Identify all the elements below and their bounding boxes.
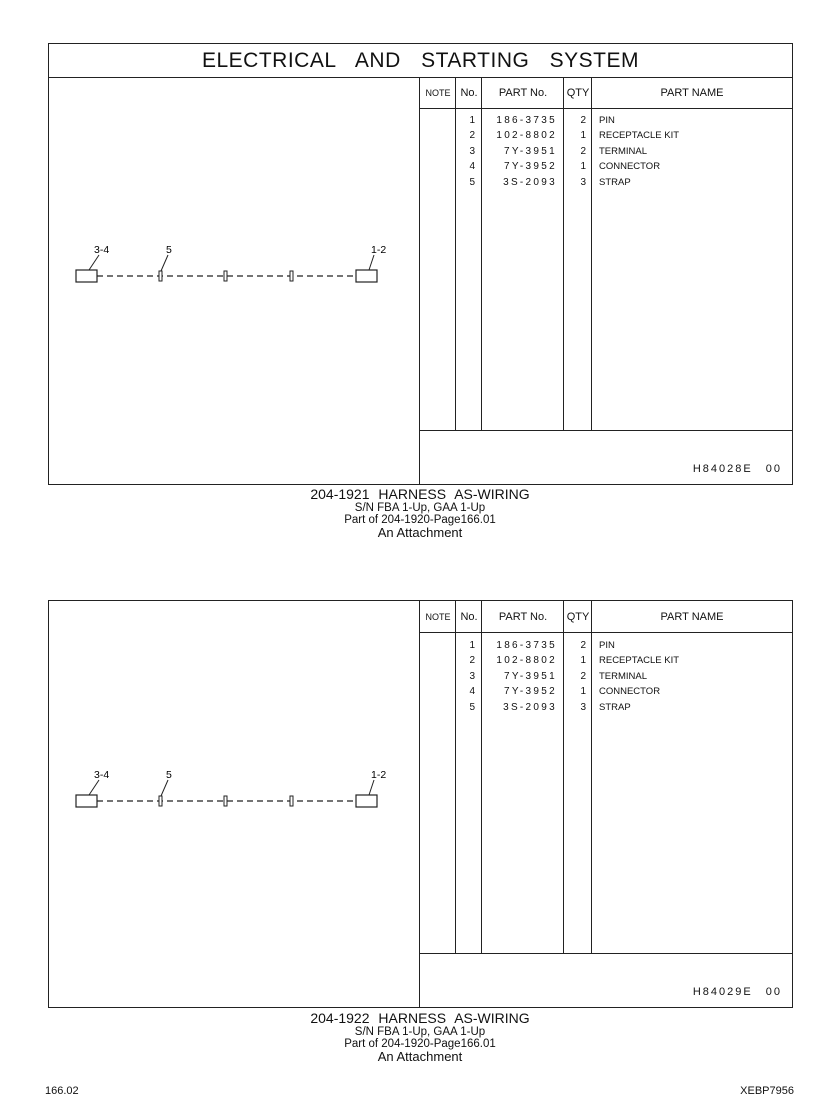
strap-3 bbox=[290, 796, 293, 806]
row-part-name: RECEPTACLE KIT bbox=[599, 130, 680, 141]
leader-middle bbox=[161, 255, 168, 271]
leader-middle bbox=[161, 780, 168, 796]
row-no: 1 bbox=[469, 115, 475, 126]
strap-3 bbox=[290, 271, 293, 281]
row-no: 1 bbox=[469, 640, 475, 651]
parts-panel-1 bbox=[48, 43, 793, 485]
header-part-name: PART NAME bbox=[660, 87, 724, 99]
row-part-no: 7Y-3951 bbox=[504, 671, 557, 682]
table-header-row bbox=[420, 601, 792, 633]
connector-right bbox=[356, 795, 377, 807]
row-qty: 1 bbox=[580, 161, 586, 172]
caption-title: 204-1922 HARNESS AS-WIRING bbox=[310, 1010, 530, 1026]
leader-right bbox=[369, 255, 374, 270]
harness-drawing-2 bbox=[49, 601, 421, 1009]
row-part-no: 7Y-3952 bbox=[504, 686, 557, 697]
row-part-no: 186-3735 bbox=[496, 115, 557, 126]
caption-part-of: Part of 204-1920-Page166.01 bbox=[344, 514, 496, 526]
callout-right: 1-2 bbox=[371, 769, 387, 781]
row-qty: 2 bbox=[580, 671, 586, 682]
row-no: 4 bbox=[469, 161, 475, 172]
parts-table-2 bbox=[419, 601, 792, 1007]
row-qty: 2 bbox=[580, 146, 586, 157]
caption-1 bbox=[0, 487, 840, 540]
row-no: 3 bbox=[469, 671, 475, 682]
illustration-code: H84029E 00 bbox=[692, 986, 782, 998]
table-footer bbox=[420, 430, 792, 484]
row-part-name: STRAP bbox=[599, 702, 631, 713]
caption-serial: S/N FBA 1-Up, GAA 1-Up bbox=[354, 502, 486, 514]
header-part-no: PART No. bbox=[498, 611, 548, 623]
header-note: NOTE bbox=[425, 88, 451, 98]
strap-1 bbox=[159, 796, 162, 806]
row-qty: 1 bbox=[580, 686, 586, 697]
harness-drawing-1 bbox=[49, 77, 421, 485]
row-qty: 2 bbox=[580, 640, 586, 651]
header-no: No. bbox=[460, 87, 478, 99]
leader-left bbox=[89, 255, 99, 270]
row-part-name: TERMINAL bbox=[599, 146, 648, 157]
connector-left bbox=[76, 270, 97, 282]
col-note bbox=[420, 601, 456, 953]
header-note: NOTE bbox=[425, 612, 451, 622]
leader-right bbox=[369, 780, 374, 795]
strap-1 bbox=[159, 271, 162, 281]
caption-2 bbox=[0, 1011, 840, 1064]
row-no: 2 bbox=[469, 130, 475, 141]
connector-left bbox=[76, 795, 97, 807]
caption-note: An Attachment bbox=[377, 1049, 463, 1064]
caption-serial: S/N FBA 1-Up, GAA 1-Up bbox=[354, 1026, 486, 1038]
row-part-name: CONNECTOR bbox=[599, 686, 661, 697]
callout-middle: 5 bbox=[166, 244, 172, 256]
row-no: 4 bbox=[469, 686, 475, 697]
illustration-code: H84028E 00 bbox=[692, 463, 782, 475]
row-no: 2 bbox=[469, 655, 475, 666]
leader-left bbox=[89, 780, 99, 795]
row-qty: 3 bbox=[580, 702, 586, 713]
caption-title: 204-1921 HARNESS AS-WIRING bbox=[310, 486, 530, 502]
row-part-name: CONNECTOR bbox=[599, 161, 661, 172]
row-qty: 1 bbox=[580, 655, 586, 666]
row-part-name: PIN bbox=[599, 640, 615, 651]
document-id: XEBP7956 bbox=[740, 1085, 794, 1097]
callout-middle: 5 bbox=[166, 769, 172, 781]
parts-panel-2 bbox=[48, 600, 793, 1008]
page-number: 166.02 bbox=[45, 1085, 79, 1097]
row-no: 5 bbox=[469, 177, 475, 188]
callout-left: 3-4 bbox=[94, 769, 110, 781]
row-part-no: 102-8802 bbox=[496, 655, 557, 666]
header-part-name: PART NAME bbox=[660, 611, 724, 623]
col-note bbox=[420, 77, 456, 430]
header-qty: QTY bbox=[566, 87, 590, 99]
header-qty: QTY bbox=[566, 611, 590, 623]
row-part-no: 7Y-3952 bbox=[504, 161, 557, 172]
header-part-no: PART No. bbox=[498, 87, 548, 99]
connector-right bbox=[356, 270, 377, 282]
row-part-name: TERMINAL bbox=[599, 671, 648, 682]
callout-right: 1-2 bbox=[371, 244, 387, 256]
table-header-row bbox=[420, 77, 792, 109]
strap-2 bbox=[224, 796, 227, 806]
row-qty: 3 bbox=[580, 177, 586, 188]
row-part-no: 102-8802 bbox=[496, 130, 557, 141]
caption-note: An Attachment bbox=[377, 525, 463, 540]
row-part-no: 186-3735 bbox=[496, 640, 557, 651]
caption-part-of: Part of 204-1920-Page166.01 bbox=[344, 1038, 496, 1050]
strap-2 bbox=[224, 271, 227, 281]
row-qty: 1 bbox=[580, 130, 586, 141]
row-part-no: 7Y-3951 bbox=[504, 146, 557, 157]
row-qty: 2 bbox=[580, 115, 586, 126]
table-footer bbox=[420, 953, 792, 1007]
row-part-no: 3S-2093 bbox=[503, 177, 557, 188]
row-no: 3 bbox=[469, 146, 475, 157]
row-part-name: RECEPTACLE KIT bbox=[599, 655, 680, 666]
row-part-no: 3S-2093 bbox=[503, 702, 557, 713]
callout-left: 3-4 bbox=[94, 244, 110, 256]
header-no: No. bbox=[460, 611, 478, 623]
section-title: ELECTRICAL AND STARTING SYSTEM bbox=[49, 44, 792, 78]
row-part-name: PIN bbox=[599, 115, 615, 126]
parts-table-1 bbox=[419, 77, 792, 484]
row-no: 5 bbox=[469, 702, 475, 713]
row-part-name: STRAP bbox=[599, 177, 631, 188]
